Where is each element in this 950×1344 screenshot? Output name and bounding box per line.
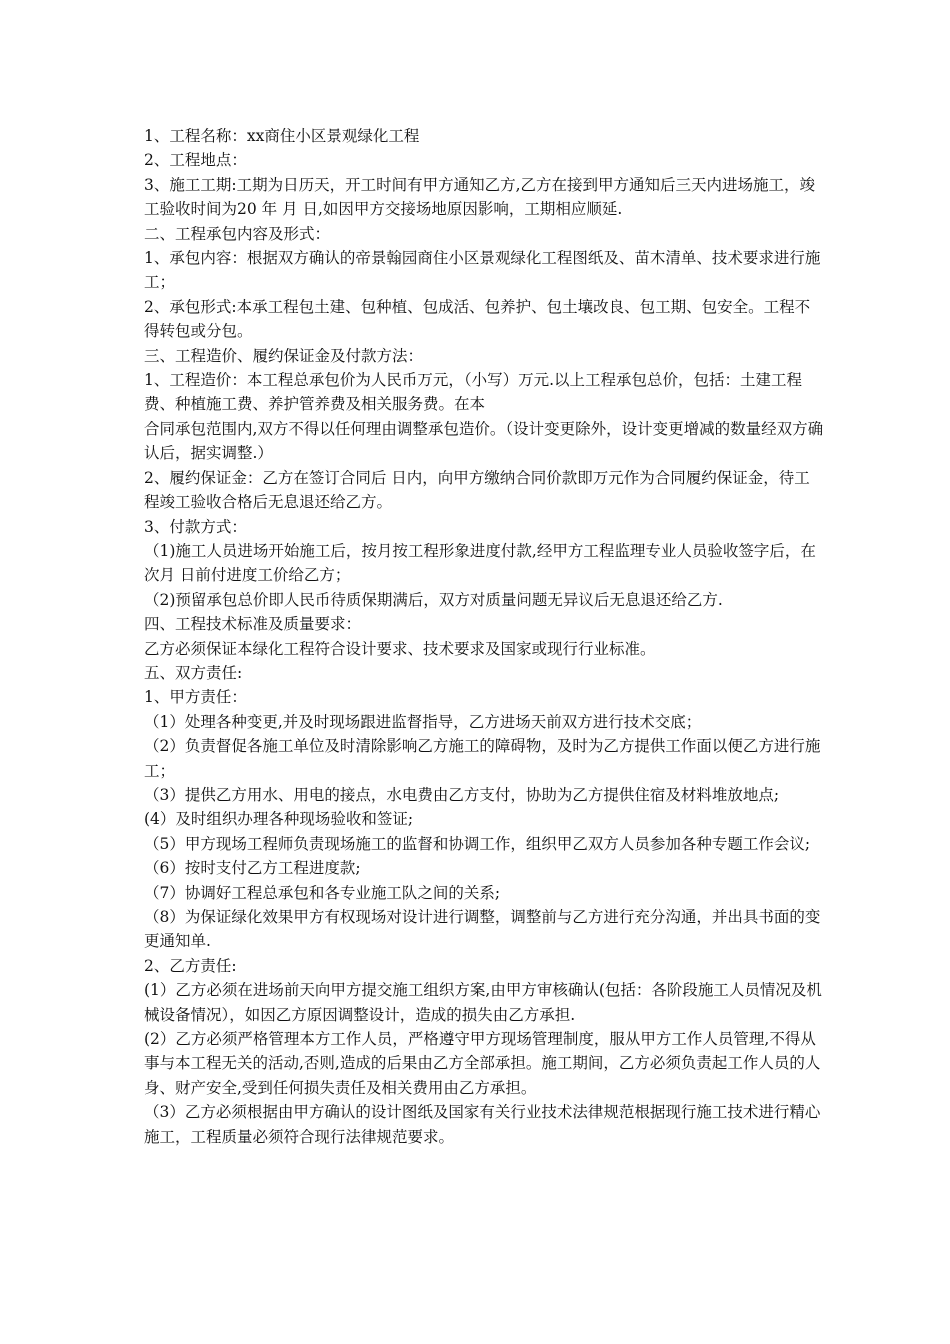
document-body bbox=[144, 124, 824, 1149]
line-quality-standard: 乙方必须保证本绿化工程符合设计要求、技术要求及国家或现行行业标准。 bbox=[144, 639, 656, 658]
line-construction-period: 3、施工工期:工期为日历天，开工时间有甲方通知乙方,乙方在接到甲方通知后三天内进场施工，竣工验收时间为20 年 月 日,如因甲方交接场地原因影响，工期相应顺延. bbox=[144, 175, 816, 219]
party-a-item-4: (4）及时组织办理各种现场验收和签证; bbox=[144, 810, 414, 829]
line-project-name: 1、工程名称：xx商住小区景观绿化工程 bbox=[144, 127, 420, 145]
subheading-party-b: 2、乙方责任: bbox=[144, 956, 237, 975]
line-payment-item-1: （1)施工人员进场开始施工后，按月按工程形象进度付款,经甲方工程监理专业人员验收签字后，在次月 日前付进度工价给乙方； bbox=[144, 541, 816, 585]
party-b-item-3: （3）乙方必须根据由甲方确认的设计图纸及国家有关行业技术法律规范根据现行施工技术进行精心施工，工程质量必须符合现行法律规范要求。 bbox=[144, 1103, 821, 1146]
line-contract-range: 合同承包范围内,双方不得以任何理由调整承包造价。（设计变更除外，设计变更增减的数量经双方确认后，据实调整.） bbox=[144, 419, 824, 463]
party-b-item-1: (1）乙方必须在进场前天向甲方提交施工组织方案,由甲方审核确认(包括：各阶段施工人员情况及机械设备情况），如因乙方原因调整设计，造成的损失由乙方承担. bbox=[144, 981, 822, 1024]
section-heading-quality: 四、工程技术标准及质量要求： bbox=[144, 615, 362, 634]
section-heading-contract-scope: 二、工程承包内容及形式： bbox=[144, 224, 331, 243]
section-heading-cost-payment: 三、工程造价、履约保证金及付款方法： bbox=[144, 346, 424, 365]
line-contract-content: 1、承包内容：根据双方确认的帝景翰园商住小区景观绿化工程图纸及、苗木清单、技术要求进行施工； bbox=[144, 249, 821, 292]
line-payment-method: 3、付款方式： bbox=[144, 517, 247, 536]
party-a-item-6: （6）按时支付乙方工程进度款; bbox=[144, 859, 361, 878]
line-project-location: 2、工程地点： bbox=[144, 151, 247, 170]
party-a-item-2: （2）负责督促各施工单位及时清除影响乙方施工的障碍物，及时为乙方提供工作面以便乙方进行施工； bbox=[144, 737, 821, 780]
party-a-item-5: （5）甲方现场工程师负责现场施工的监督和协调工作，组织甲乙双方人员参加各种专题工作会议; bbox=[144, 834, 811, 853]
party-a-item-3: （3）提供乙方用水、用电的接点，水电费由乙方支付，协助为乙方提供住宿及材料堆放地点; bbox=[144, 785, 780, 804]
party-b-item-2: (2）乙方必须严格管理本方工作人员，严格遵守甲方现场管理制度，服从甲方工作人员管理,不得从事与本工程无关的活动,否则,造成的后果由乙方全部承担。施工期间，乙方必须负责起工作人员的人身、财产安全,受到任何损失责任及相关费用由乙方承担。 bbox=[144, 1030, 821, 1097]
subheading-party-a: 1、甲方责任： bbox=[144, 688, 247, 707]
party-a-item-1: （1）处理各种变更,并及时现场跟进监督指导，乙方进场天前双方进行技术交底； bbox=[144, 712, 702, 731]
party-a-item-8: （8）为保证绿化效果甲方有权现场对设计进行调整，调整前与乙方进行充分沟通，并出具书面的变更通知单. bbox=[144, 908, 821, 951]
party-a-item-7: （7）协调好工程总承包和各专业施工队之间的关系; bbox=[144, 883, 501, 902]
line-contract-form: 2、承包形式:本承工程包土建、包种植、包成活、包养护、包土壤改良、包工期、包安全。工程不得转包或分包。 bbox=[144, 297, 811, 341]
line-project-cost: 1、工程造价：本工程总承包价为人民币万元，（小写）万元.以上工程承包总价，包括：土建工程费、种植施工费、养护管养费及相关服务费。在本 bbox=[144, 371, 803, 414]
line-performance-bond: 2、履约保证金：乙方在签订合同后 日内，向甲方缴纳合同价款即万元作为合同履约保证金，待工程竣工验收合格后无息退还给乙方。 bbox=[144, 468, 810, 512]
section-heading-responsibilities: 五、双方责任: bbox=[144, 663, 243, 682]
line-payment-item-2: （2)预留承包总价即人民币待质保期满后，双方对质量问题无异议后无息退还给乙方. bbox=[144, 590, 723, 609]
